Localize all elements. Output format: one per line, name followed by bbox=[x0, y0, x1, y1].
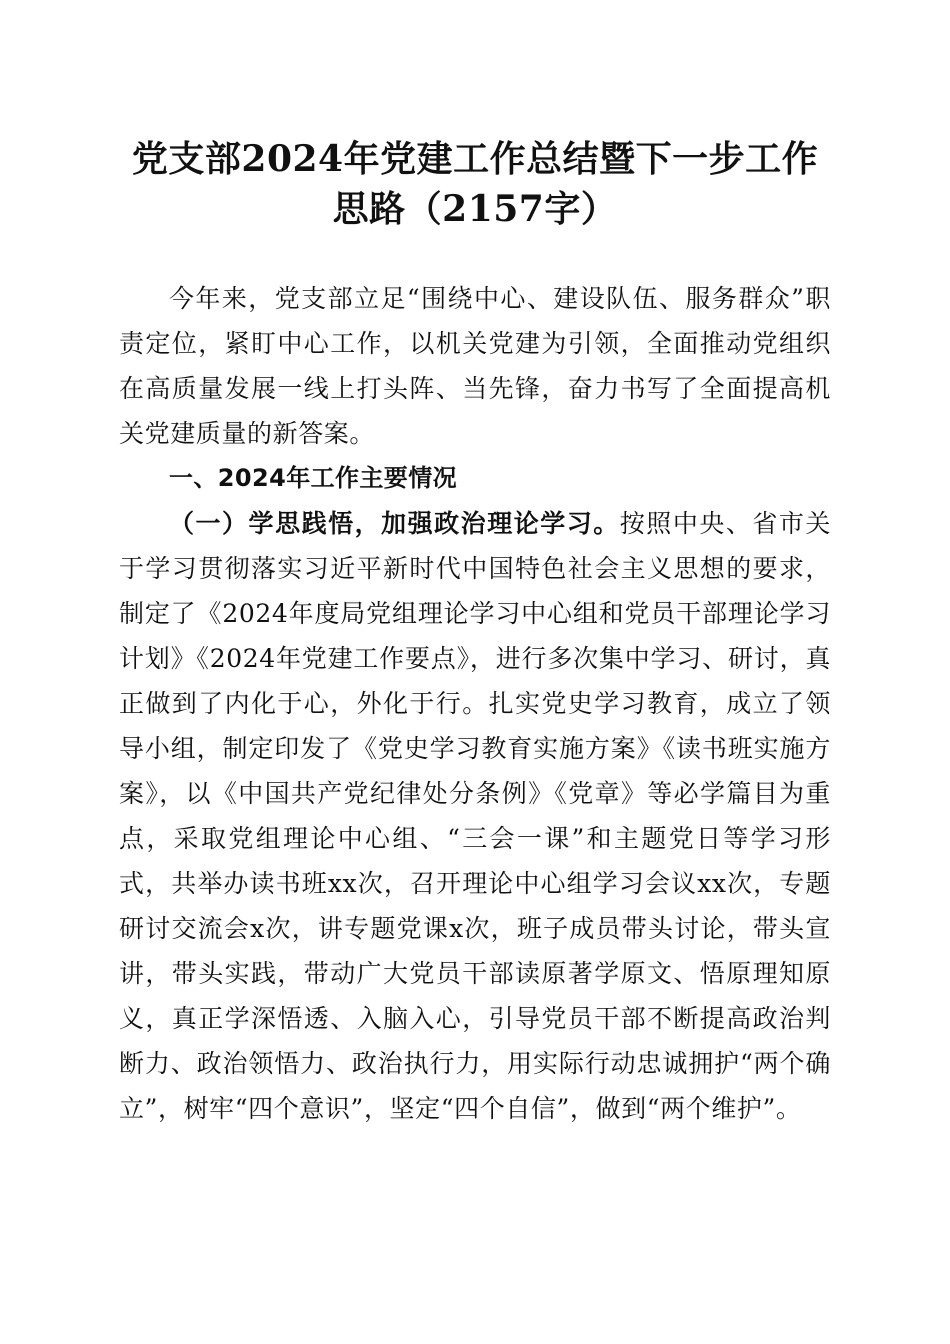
section-1-1-paragraph bbox=[119, 501, 831, 1131]
document-title: 党支部2024年党建工作总结暨下一步工作思路（2157字） bbox=[131, 138, 819, 230]
section-1-1-text: 按照中央、省市关于学习贯彻落实习近平新时代中国特色社会主义思想的要求，制定了《2024年度局党组理论学习中心组和党员干部理论学习计划》《2024年党建工作要点》，进行多次集中学习、研讨，真正做到了内化于心，外化于行。扎实党史学习教育，成立了领导小组，制定印发了《党史学习教育实施方案》《读书班实施方案》，以《中国共产党纪律处分条例》《党章》等必学篇目为重点，采取党组理论中心组、“三会一课”和主题党日等学习形式，共举办读书班xx次，召开理论中心组学习会议xx次，专题研讨交流会x次，讲专题党课x次，班子成员带头讨论，带头宣讲，带头实践，带动广大党员干部读原著学原文、悟原理知原义，真正学深悟透、入脑入心，引导党员干部不断提高政治判断力、政治领悟力、政治执行力，用实际行动忠诚拥护“两个确立”，树牢“四个意识”，坚定“四个自信”，做到“两个维护”。 bbox=[119, 509, 831, 1123]
section-heading-1: 一、2024年工作主要情况 bbox=[169, 464, 457, 492]
intro-paragraph: 今年来，党支部立足“围绕中心、建设队伍、服务群众”职责定位，紧盯中心工作，以机关党建为引领，全面推动党组织在高质量发展一线上打头阵、当先锋，奋力书写了全面提高机关党建质量的新答案。 bbox=[119, 284, 831, 448]
section-1-1-lead: （一）学思践悟，加强政治理论学习。 bbox=[169, 509, 620, 538]
